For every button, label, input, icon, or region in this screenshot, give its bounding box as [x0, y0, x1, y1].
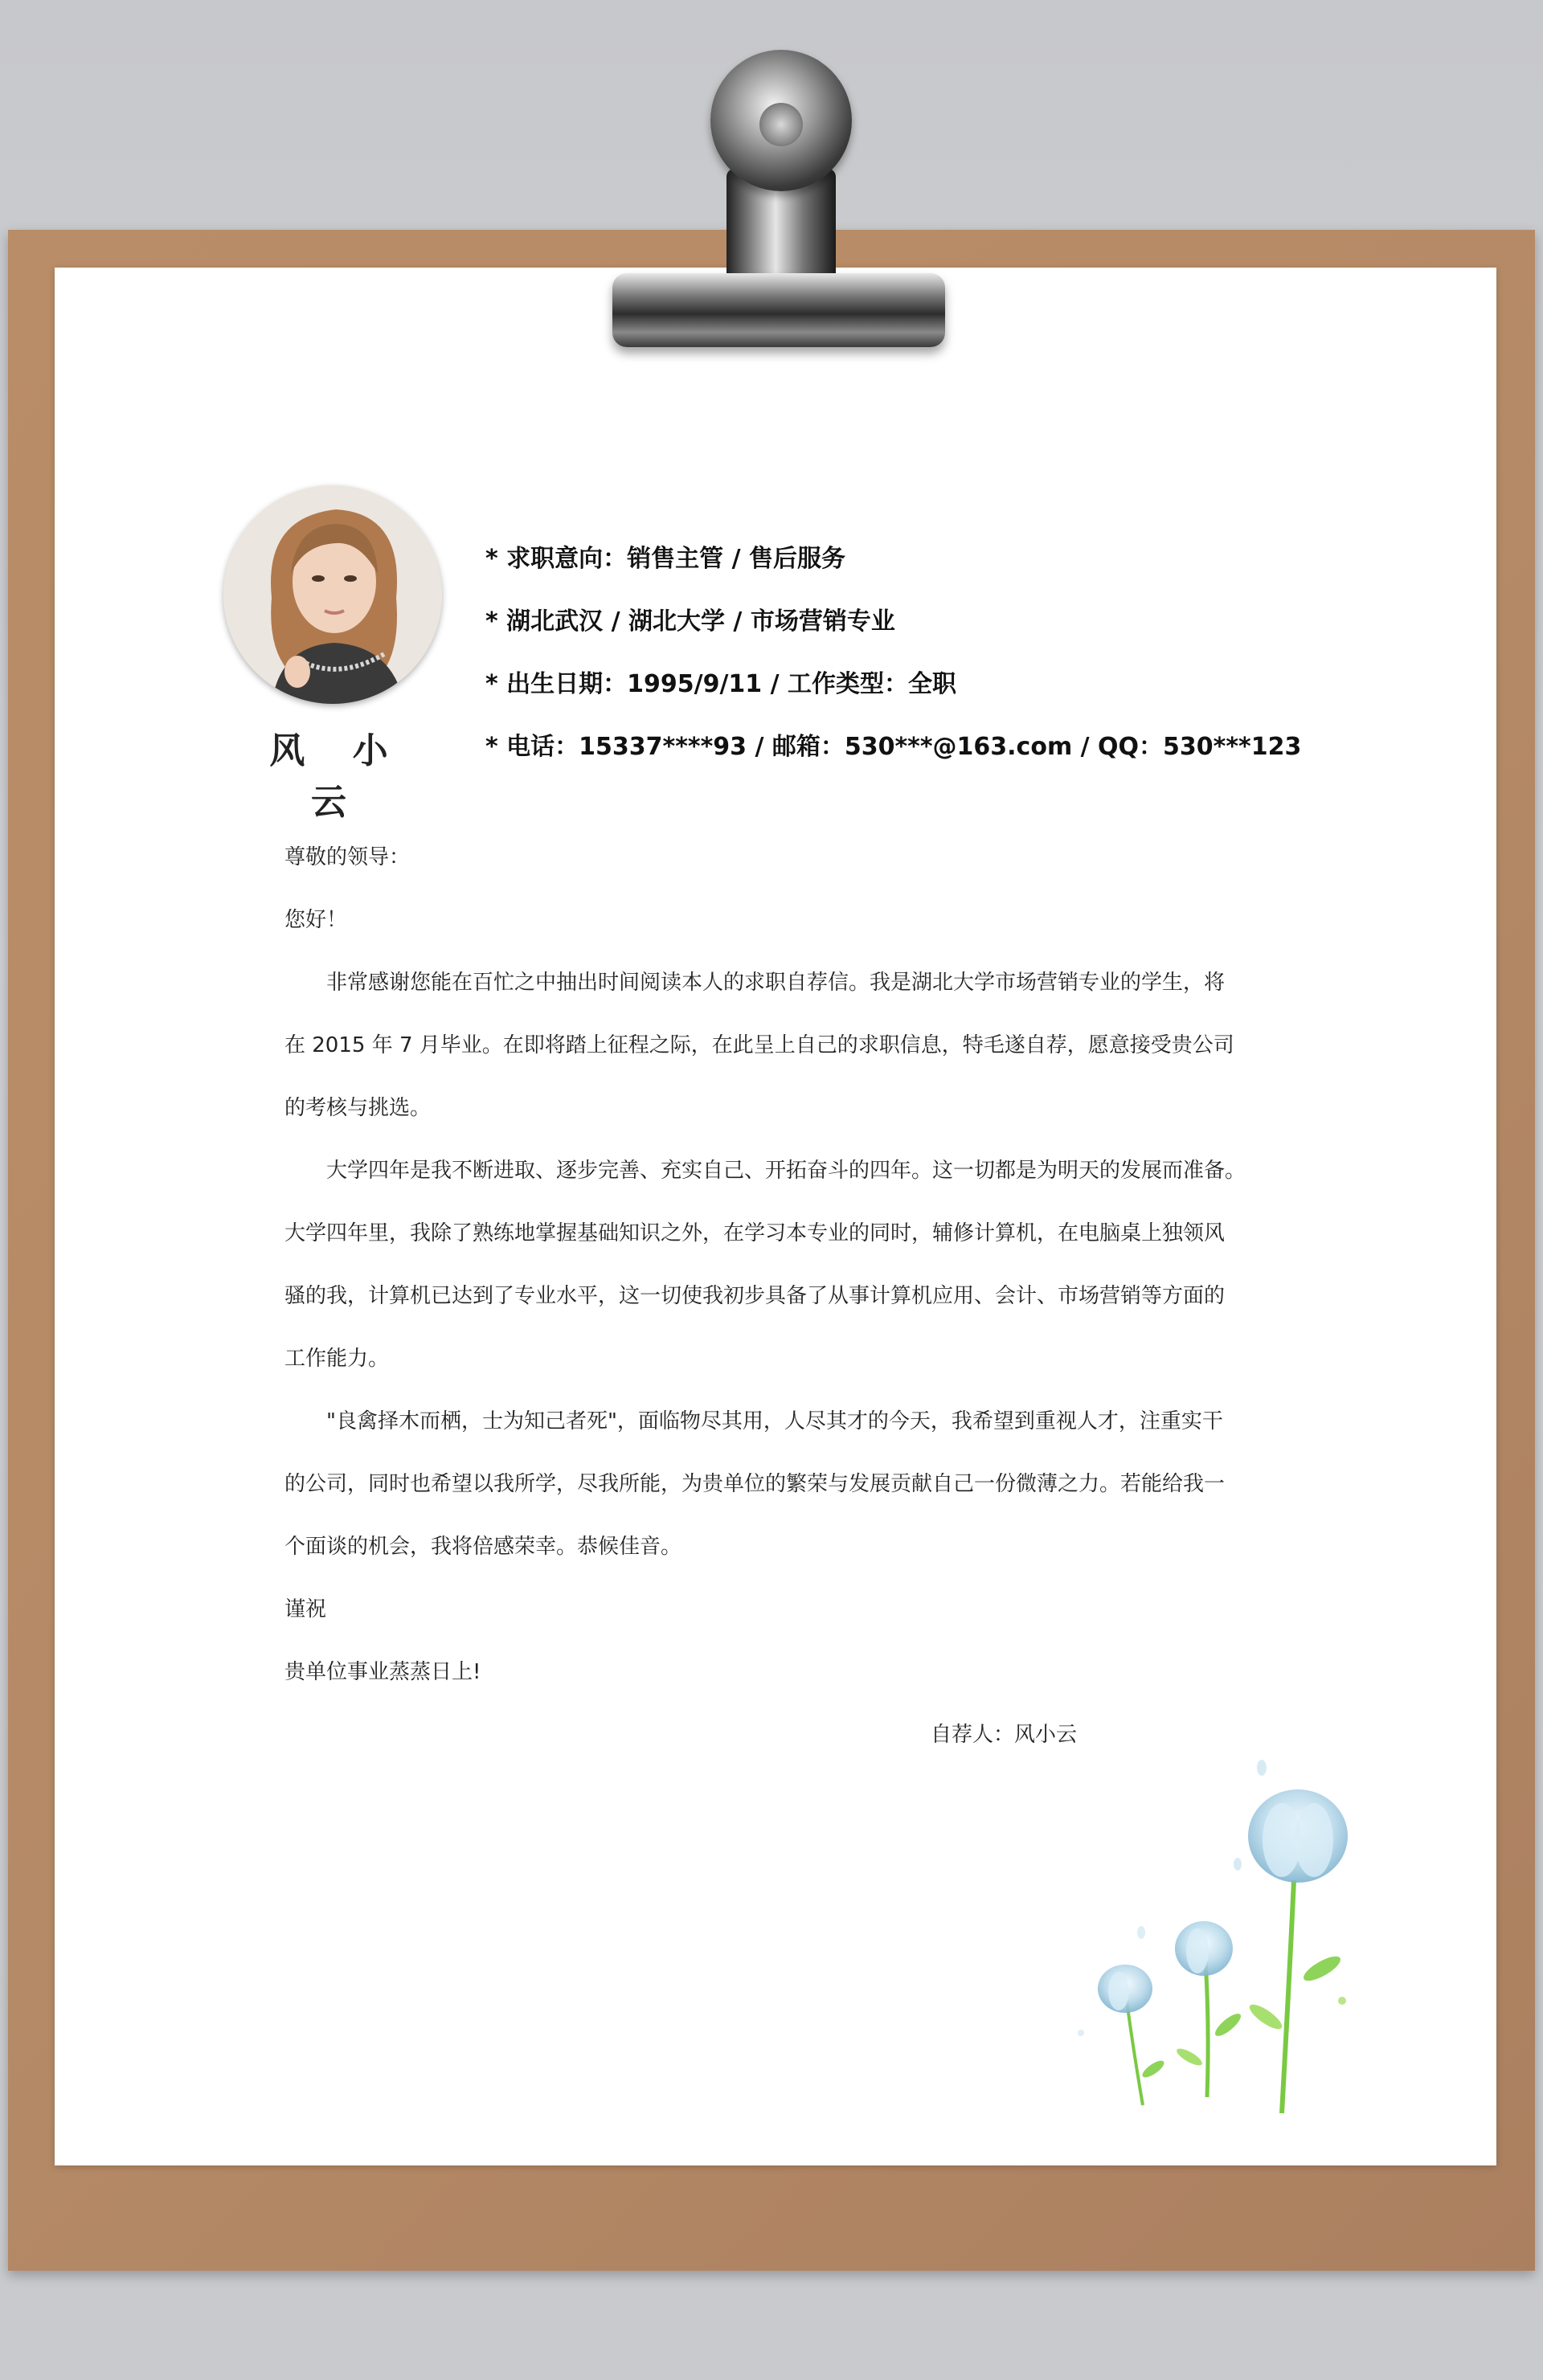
letter-salutation: 尊敬的领导：	[284, 845, 411, 869]
letter-wish: 贵单位事业蒸蒸日上!	[284, 1660, 481, 1684]
letter-paragraph-line: 非常感谢您能在百忙之中抽出时间阅读本人的求职自荐信。我是湖北大学市场营销专业的学生，将	[326, 971, 1226, 995]
letter-paragraph-line: 骚的我，计算机已达到了专业水平，这一切使我初步具备了从事计算机应用、会计、市场营销等方面的	[284, 1284, 1226, 1308]
letter-paragraph-line: 大学四年是我不断进取、逐步完善、充实自己、开拓奋斗的四年。这一切都是为明天的发展而准备。	[326, 1159, 1246, 1183]
letter-paragraph-line: 大学四年里，我除了熟练地掌握基础知识之外，在学习本专业的同时，辅修计算机，在电脑桌上独领风	[284, 1221, 1226, 1245]
info-job-intention: * 求职意向：销售主管 / 售后服务	[485, 545, 845, 573]
letter-paragraph-line: "良禽择木而栖，士为知己者死"，面临物尽其用，人尽其才的今天，我希望到重视人才，注重实干	[326, 1409, 1223, 1433]
avatar-photo	[223, 485, 442, 704]
clip-hole	[759, 103, 803, 146]
letter-paragraph-line: 个面谈的机会，我将倍感荣幸。恭候佳音。	[284, 1535, 682, 1559]
letter-paragraph-line: 的公司，同时也希望以我所学，尽我所能，为贵单位的繁荣与发展贡献自己一份微薄之力。若能给我一	[284, 1472, 1226, 1496]
info-birth-date: * 出生日期：1995/9/11 / 工作类型：全职	[485, 670, 957, 698]
info-education: * 湖北武汉 / 湖北大学 / 市场营销专业	[485, 607, 895, 636]
letter-paragraph-line: 在 2015 年 7 月毕业。在即将踏上征程之际，在此呈上自己的求职信息，特毛遂自荐，愿意接受贵公司	[284, 1033, 1234, 1057]
letter-signature: 自荐人：风小云	[931, 1723, 1078, 1747]
letter-paragraph-line: 工作能力。	[284, 1347, 390, 1371]
letter-greeting: 您好！	[284, 908, 348, 932]
letter-closing: 谨祝	[284, 1597, 327, 1621]
letter-paragraph-line: 的考核与挑选。	[284, 1096, 432, 1120]
clip-bar	[612, 273, 945, 347]
avatar	[223, 485, 442, 704]
info-contact: * 电话：15337****93 / 邮箱：530***@163.com / QQ：530***123	[485, 733, 1302, 761]
flower-decoration	[1005, 1760, 1374, 2121]
candidate-name: 风 小 云	[269, 730, 406, 823]
